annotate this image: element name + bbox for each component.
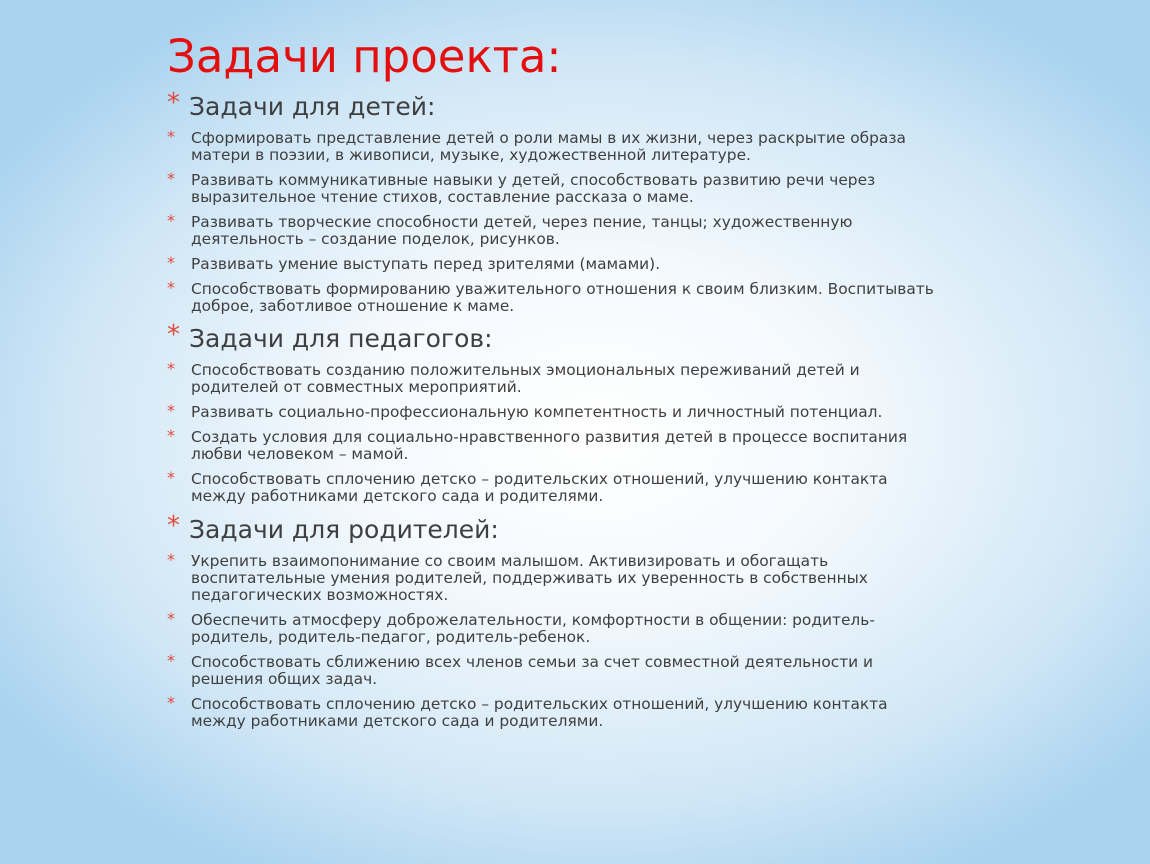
list-item — [167, 169, 947, 206]
bullet-star-icon: * — [167, 169, 175, 188]
list-item-text: Способствовать сближению всех членов семьи за счет совместной деятельности и решения общих задач. — [191, 653, 874, 688]
section-heading-text: Задачи для педагогов: — [189, 324, 493, 353]
list-item-text: Способствовать созданию положительных эмоциональных переживаний детей и родителей от совместных мероприятий. — [191, 361, 860, 396]
list-item — [167, 278, 947, 315]
list-item-text: Способствовать формированию уважительного отношения к своим близким. Воспитывать доброе, заботливое отношение к маме. — [191, 280, 934, 315]
bullet-star-icon: * — [167, 211, 175, 230]
bullet-star-icon: * — [167, 278, 175, 297]
section-heading-text: Задачи для детей: — [189, 92, 436, 121]
list-item-text: Укрепить взаимопонимание со своим малышом. Активизировать и обогащать воспитательные умения родителей, поддерживать их уверенность в собственных педагогических возможностях. — [191, 552, 868, 604]
bullet-star-icon: * — [167, 609, 175, 628]
bullet-star-icon: * — [167, 127, 175, 146]
list-item-text: Способствовать сплочению детско – родительских отношений, улучшению контакта между работниками детского сада и родителями. — [191, 470, 888, 505]
bullet-star-icon: * — [167, 468, 175, 487]
bullet-star-icon: * — [167, 401, 175, 420]
bullet-star-icon: * — [167, 426, 175, 445]
bullet-star-icon: * — [167, 88, 180, 118]
bullet-star-icon: * — [167, 320, 180, 350]
list-item-text: Развивать коммуникативные навыки у детей, способствовать развитию речи через выразительное чтение стихов, составление рассказа о маме. — [191, 171, 876, 206]
section-teachers — [167, 320, 947, 505]
section-heading — [167, 320, 947, 354]
list-item-text: Способствовать сплочению детско – родительских отношений, улучшению контакта между работниками детского сада и родителями. — [191, 695, 888, 730]
task-list — [167, 359, 947, 505]
list-item — [167, 609, 947, 646]
list-item — [167, 127, 947, 164]
list-item — [167, 550, 947, 604]
list-item — [167, 211, 947, 248]
bullet-star-icon: * — [167, 359, 175, 378]
section-heading — [167, 88, 947, 122]
section-heading-text: Задачи для родителей: — [189, 515, 499, 544]
task-list — [167, 550, 947, 730]
list-item-text: Развивать социально-профессиональную компетентность и личностный потенциал. — [191, 403, 883, 421]
section-parents — [167, 511, 947, 730]
bullet-star-icon: * — [167, 550, 175, 569]
bullet-star-icon: * — [167, 651, 175, 670]
list-item-text: Развивать творческие способности детей, через пение, танцы; художественную деятельность – создание поделок, рисунков. — [191, 213, 853, 248]
list-item — [167, 426, 947, 463]
list-item — [167, 693, 947, 730]
section-heading — [167, 511, 947, 545]
slide-content — [167, 88, 947, 738]
slide-title: Задачи проекта: — [167, 30, 562, 83]
task-list — [167, 127, 947, 315]
list-item-text: Сформировать представление детей о роли мамы в их жизни, через раскрытие образа матери в поэзии, в живописи, музыке, художественной литературе. — [191, 129, 906, 164]
list-item-text: Развивать умение выступать перед зрителями (мамами). — [191, 255, 661, 273]
list-item — [167, 651, 947, 688]
list-item — [167, 359, 947, 396]
list-item — [167, 253, 947, 273]
list-item — [167, 401, 947, 421]
section-children — [167, 88, 947, 315]
list-item-text: Обеспечить атмосферу доброжелательности, комфортности в общении: родитель-родитель, родитель-педагог, родитель-ребенок. — [191, 611, 875, 646]
list-item — [167, 468, 947, 505]
bullet-star-icon: * — [167, 511, 180, 541]
bullet-star-icon: * — [167, 253, 175, 272]
bullet-star-icon: * — [167, 693, 175, 712]
list-item-text: Создать условия для социально-нравственного развития детей в процессе воспитания любви человеком – мамой. — [191, 428, 908, 463]
